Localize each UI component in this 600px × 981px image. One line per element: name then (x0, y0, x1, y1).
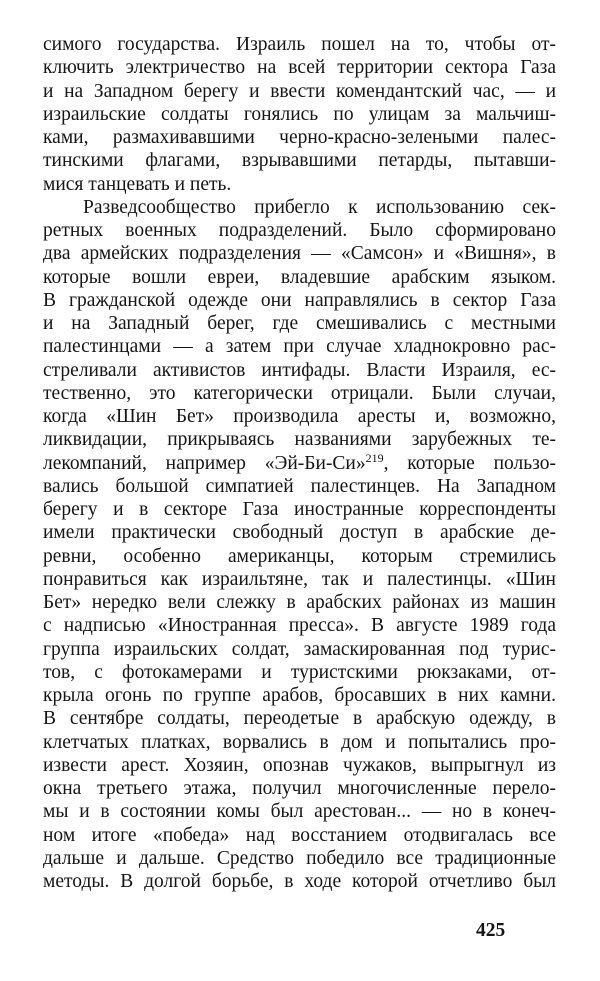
text-line: мы и в состоянии комы был арестован... — но в конеч- (43, 801, 556, 823)
text-line: тественно, это категорически отрицали. Были случаи, (43, 382, 556, 404)
text-line: ликвидации, прикрываясь названиями зарубежных те- (43, 429, 556, 451)
text-line: и на Западном берегу и ввести комендантский час, — и (43, 80, 556, 102)
text-line: стреливали активистов интифады. Власти Израиля, ес- (43, 359, 556, 381)
text-line: Бет» нередко вели слежку в арабских районах из машин (43, 592, 556, 613)
text-line: В гражданской одежде они направлялись в сектор Газа (43, 289, 556, 311)
text-line: ками, размахивавшими черно-красно-зелеными палес- (43, 127, 556, 148)
text-line: крыла огонь по группе арабов, бросавших в них камни. (43, 685, 556, 706)
text-line: ключить электричество на всей территории сектора Газа (43, 57, 556, 79)
text-line: израильские солдаты гонялись по улицам за мальчиш- (43, 103, 556, 125)
text-line: ном итоге «победа» над восстанием отодвигалась все (43, 824, 556, 846)
text-line: понравиться как израильтяне, так и палестинцы. «Шин (43, 568, 556, 590)
footnote-line-before: лекомпаний, например «Эй-Би-Си» (43, 452, 366, 474)
text-line: тинскими флагами, взрывавшими петарды, пытавши- (43, 150, 556, 172)
text-line: когда «Шин Бет» производила аресты и, возможно, (43, 406, 556, 427)
text-line-with-footnote (43, 452, 556, 475)
text-line: тов, с фотокамерами и туристскими рюкзаками, от- (43, 661, 556, 683)
text-line: Разведсообщество прибегло к использованию сек- (83, 196, 556, 218)
text-line: берегу и в секторе Газа иностранные корреспонденты (43, 499, 556, 520)
text-line: ретных военных подразделений. Было сформировано (43, 220, 556, 241)
text-line: с надписью «Иностранная пресса». В августе 1989 года (43, 615, 556, 637)
text-line: группа израильских солдат, замаскированная под турис- (43, 638, 556, 660)
text-line: клетчатых платках, ворвались в дом и попытались про- (43, 731, 556, 753)
page-number: 425 (476, 920, 506, 941)
text-line: дальше и дальше. Средство победило все традиционные (43, 847, 556, 869)
footnote-line-after: , которые пользо- (383, 452, 556, 474)
text-line: извести арест. Хозяин, опознав чужаков, выпрыгнул из (43, 754, 556, 776)
footnote-reference: 219 (365, 451, 384, 465)
text-line: два армейских подразделения — «Самсон» и «Вишня», в (43, 243, 556, 265)
text-line: имели практически свободный доступ в арабские де- (43, 522, 556, 544)
text-line: и на Западный берег, где смешивались с местными (43, 313, 556, 334)
text-line: методы. В долгой борьбе, в ходе которой отчетливо был (43, 871, 556, 892)
text-line: В сентябре солдаты, переодетые в арабскую одежду, в (43, 708, 556, 730)
body-text (43, 33, 556, 893)
text-line: симого государства. Израиль пошел на то, чтобы от- (43, 34, 556, 55)
text-line: вались большой симпатией палестинцев. На Западном (43, 475, 556, 497)
text-line: окна третьего этажа, получил многочисленные перело- (43, 778, 556, 799)
text-line: которые вошли евреи, владевшие арабским языком. (43, 266, 556, 288)
text-line: мися танцевать и петь. (43, 173, 232, 195)
text-line: ревни, особенно американцы, которым стремились (43, 545, 556, 567)
text-line: палестинцами — а затем при случае хладнокровно рас- (43, 336, 556, 358)
